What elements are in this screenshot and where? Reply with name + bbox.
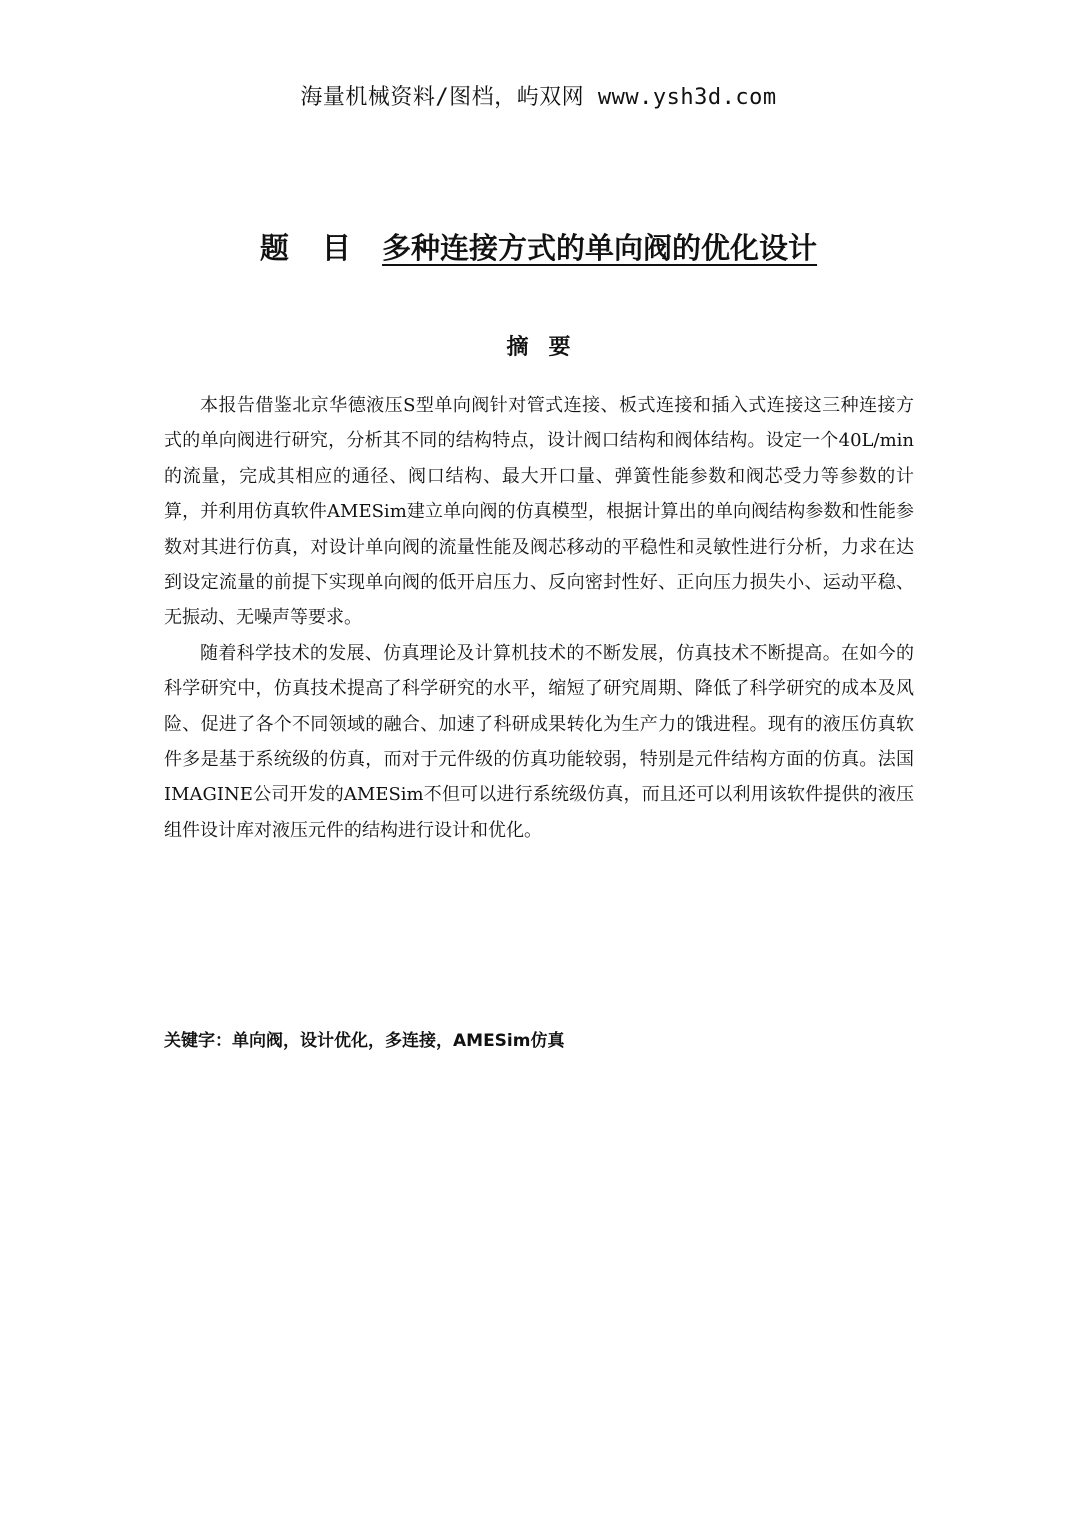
abstract-heading: 摘要: [506, 335, 591, 360]
title-text: 多种连接方式的单向阀的优化设计: [382, 231, 818, 265]
document-title: [0, 226, 1077, 267]
header-watermark-note: 海量机械资料/图档，屿双网 www.ysh3d.com: [300, 85, 777, 110]
keywords-line: 关键字：单向阀，设计优化，多连接，AMESim仿真: [164, 1031, 565, 1051]
title-label: 题目: [259, 231, 384, 265]
abstract-paragraph: 随着科学技术的发展、仿真理论及计算机技术的不断发展，仿真技术不断提高。在如今的科学研究中，仿真技术提高了科学研究的水平，缩短了研究周期、降低了科学研究的成本及风险、促进了各个不同领域的融合、加速了科研成果转化为生产力的饿进程。现有的液压仿真软件多是基于系统级的仿真，而对于元件级的仿真功能较弱，特别是元件结构方面的仿真。法国IMAGINE公司开发的AMESim不但可以进行系统级仿真，而且还可以利用该软件提供的液压组件设计库对液压元件的结构进行设计和优化。: [164, 642, 914, 841]
abstract-paragraph: 本报告借鉴北京华德液压S型单向阀针对管式连接、板式连接和插入式连接这三种连接方式的单向阀进行研究，分析其不同的结构特点，设计阀口结构和阀体结构。设定一个40L/min的流量，完成其相应的通径、阀口结构、最大开口量、弹簧性能参数和阀芯受力等参数的计算，并利用仿真软件AMESim建立单向阀的仿真模型，根据计算出的单向阀结构参数和性能参数对其进行仿真，对设计单向阀的流量性能及阀芯移动的平稳性和灵敏性进行分析，力求在达到设定流量的前提下实现单向阀的低开启压力、反向密封性好、正向压力损失小、运动平稳、无振动、无噪声等要求。: [164, 395, 914, 629]
abstract-body: [164, 388, 914, 848]
